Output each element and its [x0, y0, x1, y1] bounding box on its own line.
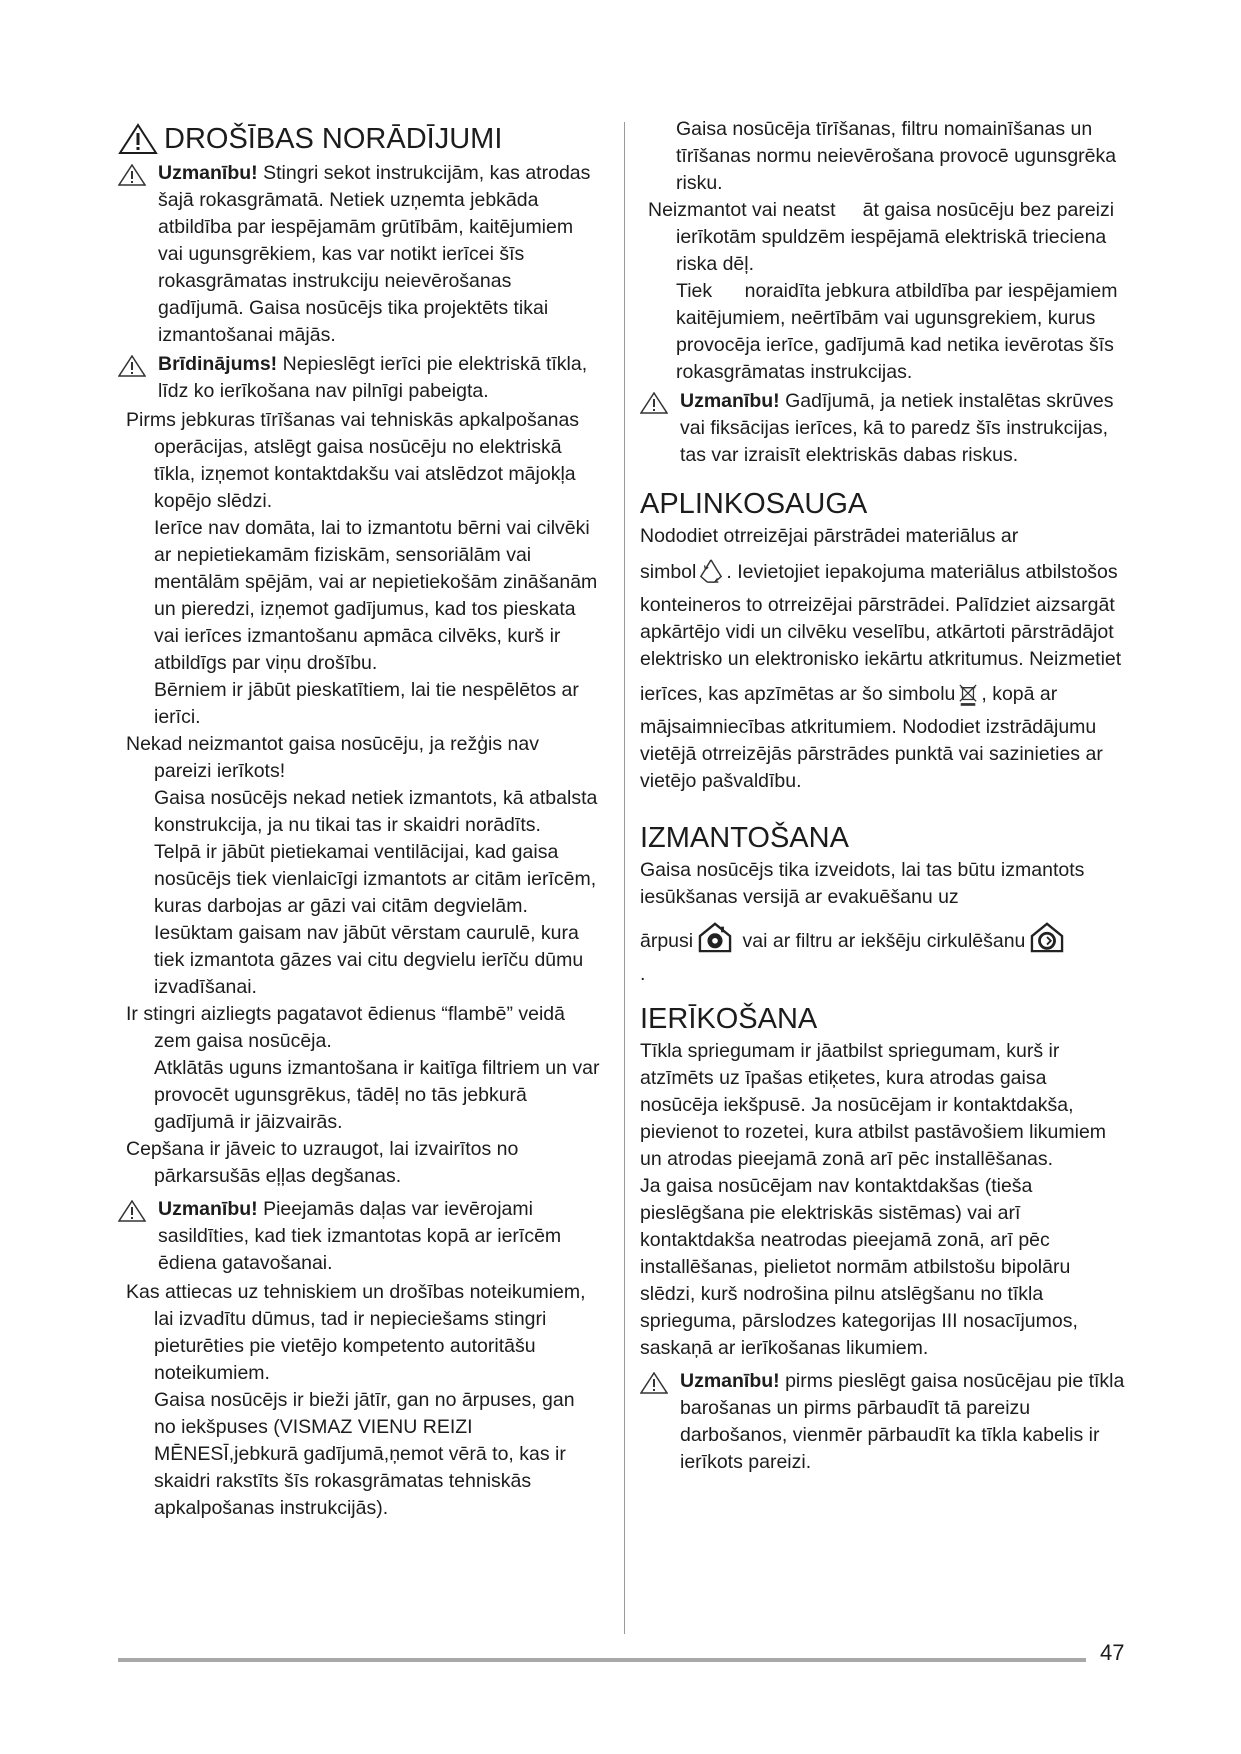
column-divider: [624, 122, 625, 1634]
warning-label: Uzmanību!: [158, 1198, 258, 1220]
section-title-environment: APLINKOSAUGA: [640, 488, 868, 520]
paragraph: Telpā ir jābūt pietiekamai ventilācijai, kad gaisa nosūcējs tiek vienlaicīgi izmantots ar citām ierīcēm, kuras darbojas ar gāzi vai citām degvielām.: [154, 841, 597, 917]
paragraph: Gaisa nosūcējs nekad netiek izmantots, kā atbalsta konstrukcija, ja nu tikai tas ir skaidri norādīts.: [154, 787, 598, 836]
paragraph: Cepšana ir jāveic to uzraugot, lai izvairītos no pārkarsušās eļļas degšanas.: [126, 1138, 519, 1187]
warning-triangle-icon: [640, 392, 668, 414]
section-title-installation: IERĪKOŠANA: [640, 1003, 818, 1035]
warning-text: Nepieslēgt ierīci pie elektriskā tīkla, līdz ko ierīkošana nav pilnīgi pabeigta.: [158, 353, 588, 402]
warning-triangle-icon: [640, 1372, 668, 1394]
paragraph: [640, 558, 1126, 673]
paragraph: Gaisa nosūcēja tīrīšanas, filtru nomainīšanas un tīrīšanas normu neievērošana provocē ugunsgrēka risku.: [676, 118, 1117, 194]
extraction-mode-icon: [696, 921, 734, 961]
paragraph: Gaisa nosūcējs tika izveidots, lai tas būtu izmantots iesūkšanas versijā ar evakuēšanu uz: [640, 859, 1085, 908]
crossed-bin-icon: [958, 682, 978, 714]
warning-text: Gadījumā, ja netiek instalētas skrūves vai fiksācijas ierīces, kā to paredz šīs instrukcijas, tas var izraisīt elektriskās dabas riskus.: [680, 390, 1114, 466]
paragraph: Neizmantot vai neatst āt gaisa nosūcēju bez pareizi ierīkotām spuldzēm iespējamā elektriskā trieciena riska dēļ.: [648, 199, 1120, 275]
section-title-usage: IZMANTOŠANA: [640, 822, 849, 854]
section-title-safety: [118, 122, 600, 156]
paragraph: Tīkla spriegumam ir jāatbilst spriegumam, kurš ir atzīmēts uz īpašas etiķetes, kura atrodas gaisa nosūcēja iekšpusē. Ja nosūcējam ir kontaktdakša, pievienot to rozetei, kura atbilst pastāvošiem likumiem un atrodas pieejamā zonā arī pēc installēšanas.: [640, 1040, 1107, 1170]
warning-paragraph: [640, 1368, 1126, 1476]
paragraph: Bērniem ir jābūt pieskatītiem, lai tie nespēlētos ar ierīci.: [154, 679, 579, 728]
paragraph-text: vai ar filtru ar iekšēju cirkulēšanu: [737, 930, 1026, 952]
left-column: [118, 122, 600, 1522]
section-title-text: DROŠĪBAS NORĀDĪJUMI: [164, 123, 503, 155]
paragraph-text: , kopā ar mājsaimniecības atkritumiem. Nododiet izstrādājumu vietējā otrreizējās pārstrādes punktā vai sazinieties ar vietējo pašvaldību.: [640, 683, 1103, 792]
warning-triangle-icon: [118, 164, 146, 186]
paragraph: Ja gaisa nosūcējam nav kontaktdakšas (tieša pieslēgšana pie elektriskās sistēmas) vai arī kontaktdakša neatrodas pieejamā zonā, arī pēc installēšanas, pielietot normām atbilstošu bipolāru slēdzi, kurš nodrošina pilnu atslēgšanu no tīkla sprieguma, pārslodzes kategorijas III nosacījumos, saskaņā ar ierīkošanas likumiem.: [640, 1175, 1078, 1359]
warning-paragraph: [640, 388, 1126, 469]
recycle-icon: [699, 558, 723, 592]
warning-paragraph: [118, 351, 600, 405]
paragraph: Nekad neizmantot gaisa nosūcēju, ja režģis nav pareizi ierīkots!: [126, 733, 539, 782]
warning-label: Uzmanību!: [680, 1370, 780, 1392]
warning-text: pirms pieslēgt gaisa nosūcējau pie tīkla barošanas un pirms pārbaudīt tā pareizu darbošanos, vienmēr pārbaudīt ka tīkla kabelis ir ierīkots pareizi.: [680, 1370, 1125, 1473]
paragraph: Atklātās uguns izmantošana ir kaitīga filtriem un var provocēt ugunsgrēkus, tādēļ no tās jebkurā gadījumā ir jāizvairās.: [154, 1057, 600, 1133]
paragraph: [640, 681, 1126, 795]
page-number: 47: [1100, 1640, 1125, 1665]
paragraph-text: . Ievietojiet iepakojuma materiālus atbilstošos konteineros to otrreizējai pārstrādei. Palīdziet aizsargāt apkārtējo vidi un cilvēku veselību, atkārtoti pārstrādājot elektrisko un elektronisko iekārtu atkritumus. Neizmetiet: [640, 561, 1122, 670]
paragraph-text: ārpusi: [640, 930, 694, 952]
warning-label: Brīdinājums!: [158, 353, 278, 375]
paragraph-text: ierīces, kas apzīmētas ar šo simbolu: [640, 683, 956, 705]
paragraph: Ir stingri aizliegts pagatavot ēdienus “flambē” veidā zem gaisa nosūcēja.: [126, 1003, 565, 1052]
footer-rule: [118, 1658, 1086, 1662]
warning-text: Stingri sekot instrukcijām, kas atrodas šajā rokasgrāmatā. Netiek uzņemta jebkāda atbildība par iespējamām grūtībām, kaitējumiem vai ugunsgrēkiem, kas var notikt ierīcei šīs rokasgrāmatas instrukciju neievērošanas gadījumā. Gaisa nosūcējs tika projektēts tikai izmantošanai mājās.: [158, 162, 591, 346]
paragraph: Kas attiecas uz tehniskiem un drošības noteikumiem, lai izvadītu dūmus, tad ir nepieciešams stingri pieturēties pie vietējo kompetento autoritāšu noteikumiem.: [126, 1281, 586, 1384]
warning-triangle-icon: [118, 1200, 146, 1222]
paragraph: Pirms jebkuras tīrīšanas vai tehniskās apkalpošanas operācijas, atslēgt gaisa nosūcēju no elektriskā tīkla, izņemot kontaktdakšu vai atslēdzot mājokļa kopējo slēdzi.: [126, 409, 580, 512]
paragraph: Tiek noraidīta jebkura atbildība par iespējamiem kaitējumiem, neērtībām vai ugunsgrekiem, kurus provocēja ierīce, gadījumā kad netika ievērotas šīs rokasgrāmatas instrukcijas.: [676, 280, 1123, 383]
paragraph: Gaisa nosūcējs ir bieži jātīr, gan no ārpuses, gan no iekšpuses (VISMAZ VIENU REIZI MĒNESĪ,jebkurā gadījumā,ņemot vērā to, kas ir skaidri rakstīts šīs rokasgrāmatas tehniskās apkalpošanas instrukcijās).: [154, 1389, 575, 1519]
warning-triangle-icon: [118, 123, 158, 155]
warning-text: Pieejamās daļas var ievērojami sasildīties, kad tiek izmantotas kopā ar ierīcēm ēdiena gatavošanai.: [158, 1198, 562, 1274]
warning-paragraph: [118, 1196, 600, 1277]
warning-triangle-icon: [118, 355, 146, 377]
right-column: [640, 116, 1126, 1478]
warning-label: Uzmanību!: [680, 390, 780, 412]
recirculation-mode-icon: [1028, 921, 1066, 961]
warning-paragraph: [118, 160, 600, 349]
paragraph-text: simbol: [640, 561, 697, 583]
warning-label: Uzmanību!: [158, 162, 258, 184]
paragraph: Iesūktam gaisam nav jābūt vērstam caurulē, kura tiek izmantota gāzes vai citu degvielu ierīču dūmu izvadīšanai.: [154, 922, 584, 998]
paragraph: Ierīce nav domāta, lai to izmantotu bērni vai cilvēki ar nepietiekamām fiziskām, sensoriālām vai mentālām spējām, vai ar nepietiekošām zināšanām un pieredzi, izņemot gadījumus, kad tos pieskata vai ierīces izmantošanu apmāca cilvēks, kurš ir atbildīgs par viņu drošību.: [154, 517, 598, 674]
paragraph: [640, 921, 1126, 988]
paragraph: Nododiet otrreizējai pārstrādei materiālus ar: [640, 525, 1019, 547]
paragraph-text: .: [640, 963, 646, 985]
